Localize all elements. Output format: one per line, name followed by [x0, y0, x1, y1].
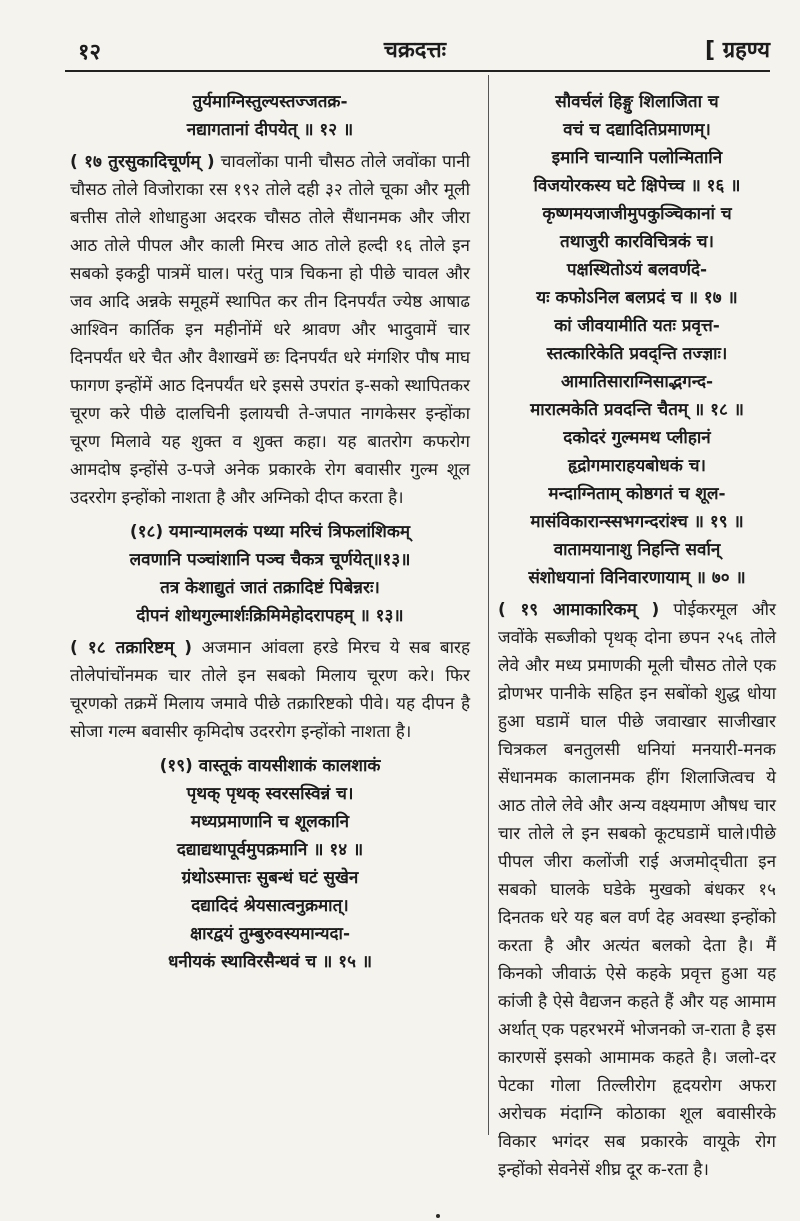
- verse-line: तथाजुरी कारविचित्रकं च।: [560, 232, 714, 252]
- header-rule: [65, 70, 770, 72]
- verse-line: तुर्यमाग्निस्तुल्यस्तज्जतक्र-: [192, 92, 348, 112]
- verse-line: दकोदरं गुल्ममथ प्लीहानं: [563, 428, 711, 448]
- commentary-paragraph: [498, 596, 776, 1184]
- verse-line: (१८) यमान्यामलकं पथ्या मरिचं त्रिफलांशिकम्: [129, 522, 411, 542]
- verse-line: वातामयानाशु निहन्ति सर्वान्: [553, 540, 721, 560]
- verse-line: हृद्रोगमाराहयबोधकं च।: [568, 456, 706, 476]
- page-number: १२: [78, 40, 101, 65]
- verse-line: नद्यागतानां दीपयेत् ॥ १२ ॥: [186, 120, 354, 140]
- verse-block: [70, 88, 470, 144]
- verse-line: दीपनं शोथगुल्मार्शःक्रिमिमेहोदरापहम् ॥ १३॥: [136, 606, 404, 626]
- verse-line: तत्र केशाद्युतं जातं तक्रादिष्टं पिबेन्नरः।: [160, 578, 380, 598]
- verse-line: विजयोरकस्य घटे क्षिपेच्च ॥ १६ ॥: [533, 176, 741, 196]
- verse-line: पक्षस्थितोऽयं बलवर्णदे-: [566, 260, 708, 280]
- page-header: [60, 28, 770, 68]
- right-column: [498, 88, 776, 1190]
- paragraph-label: ( १७ तुरसुकादिचूर्णम् ): [70, 152, 215, 172]
- verse-line: धनीयकं स्थाविरसैन्धवं च ॥ १५ ॥: [167, 952, 373, 972]
- paragraph-text: अजमान आंवला हरडे मिरच ये सब बारह तोलेपांचोंनमक चार तोले इन सबको मिलाय चूरण करे। फिर चूरणको तक्रमें मिलाय जमावे पीछे तक्रारिष्टको पीवे। यह दीपन है सोजा गल्म बवासीर कृमिदोष उदररोग इन्होंको नाशता है।: [70, 638, 471, 742]
- paragraph-text: पोईकरमूल और जवोंके सब्जीको पृथक् दोना छपन २५६ तोले लेवे और मध्य प्रमाणकी मूली चौसठ तोले एक द्रोणभर पानीके सहित इन सबोंको शुद्ध धोया हुआ घडामें घाल पीछे जवाखार साजीखार चित्रकल बनतुलसी धनियां मनयारी-मनक सेंधानमक कालानमक हींग शिलाजित्वच ये आठ तोले लेवे और अन्य वक्ष्यमाण औषध चार चार तोले ले इन सबको कूटघडामें घाले।पीछे पीपल जीरा कलोंजी राई अजमोद्‌चीता इन सबको घालके घडेके मुखको बंधकर १५ दिनतक धरे यह बल वर्ण देह अवस्था इन्होंको करता है और अत्यंत बलको देता है। मैं किनको जीवाऊं ऐसे कहके प्रवृत्त हुआ यह कांजी है ऐसे वैद्यजन कहते हैं और यह आमाम अर्थात् एक पहरभरमें भोजनको ज-राता है इस कारणसें इसको आमामक कहते है। जलो-दर पेटका गोला तिल्लीरोग हृदयरोग अफरा अरोचक मंदाग्नि कोठाका शूल बवासीरके विकार भगंदर सब प्रकारके वायूके रोग इन्होंको सेवनेसें शीघ्र दूर क-रता है।: [498, 600, 776, 1180]
- verse-line: लवणानि पञ्चांशानि पञ्च चैकत्र चूर्णयेत्॥१३॥: [129, 550, 411, 570]
- verse-line: कृष्णमयजाजीमुपकुञ्चिकानां च: [542, 204, 732, 224]
- verse-line: क्षारद्वयं तुम्बुरुवस्यमान्यदा-: [189, 924, 351, 944]
- verse-line: इमानि चान्यानि पलोन्मितानि: [551, 148, 723, 168]
- verse-line: स्तत्कारिकेति प्रवद्न्ति तज्ज्ञाः।: [546, 344, 728, 364]
- column-divider: [488, 75, 489, 1135]
- left-column: [70, 88, 470, 980]
- paragraph-label: ( १९ आमाकारिकम् ): [498, 600, 660, 620]
- verse-line: संशोधयानां विनिवारणायाम् ॥ ७० ॥: [528, 568, 746, 588]
- verse-line: वचं च दद्यादितिप्रमाणम्।: [563, 120, 711, 140]
- verse-line: मध्यप्रमाणानि च शूलकानि: [190, 812, 350, 832]
- paragraph-label: ( १८ तक्रारिष्टम् ): [70, 638, 193, 658]
- verse-line: मारात्मकेति प्रवदन्ति चैतम् ॥ १८ ॥: [530, 400, 744, 420]
- verse-line: मासंविकारान्स्सभगन्दरांश्च ॥ १९ ॥: [530, 512, 744, 532]
- verse-block: [498, 88, 776, 592]
- verse-line: ग्रंथोऽस्मात्तः सुबन्धं घटं सुखेन: [181, 868, 359, 888]
- verse-block: [70, 518, 470, 630]
- running-title: चक्रदत्तः: [383, 38, 447, 63]
- verse-line: पृथक् पृथक् स्वरसस्विन्नं च।: [186, 784, 354, 804]
- verse-line: मन्दाग्निताम् कोष्ठगतं च शूल-: [548, 484, 726, 504]
- verse-line: यः कफोऽनिल बलप्रदं च ॥ १७ ॥: [536, 288, 738, 308]
- section-title: [ ग्रहण्य: [704, 38, 770, 63]
- verse-line: सौवर्चलं हिङ्गु शिलाजिता च: [555, 92, 719, 112]
- commentary-paragraph: [70, 148, 470, 512]
- verse-line: (१९) वास्तूकं वायसीशाकं कालशाकं: [159, 756, 381, 776]
- verse-line: दद्याद्यथापूर्वमुपक्रमानि ॥ १४ ॥: [176, 840, 364, 860]
- verse-line: कां जीवयामीति यतः प्रवृत्त-: [554, 316, 720, 336]
- verse-block: [70, 752, 470, 976]
- verse-line: दद्यादिदं श्रेयसात्वनुक्रमात्।: [191, 896, 349, 916]
- verse-line: आमातिसाराग्निसाद्भगन्द-: [560, 372, 714, 392]
- commentary-paragraph: [70, 634, 470, 746]
- ink-spot: [436, 1214, 440, 1218]
- paragraph-text: चावलोंका पानी चौसठ तोले जवोंका पानी चौसठ तोले विजोराका रस १९२ तोले दही ३२ तोले चूका और मूली बत्तीस तोले शोधाहुआ अदरक चौसठ तोले सैंधानमक और जीरा आठ तोले पीपल और काली मिरच आठ तोले हल्दी १६ तोले इन सबको इकट्ठी पात्रमें घाल। परंतु पात्र चिकना हो पीछे चावल और जव आदि अन्नके समूहमें स्थापित कर तीन दिनपर्यंत ज्येष्ठ आषाढ आश्विन कार्तिक इन महीनोंमें धरे श्रावण और भादुवामें चार दिनपर्यंत धरे चैत और वैशाखमें छः दिनपर्यंत धरे मंगशिर पौष माघ फागण इन्होंमें आठ दिनपर्यंत धरे इससे उपरांत इ-सको स्थापितकर चूरण करे पीछे दालचिनी इलायची ते-जपात नागकेसर इन्होंका चूरण मिलावे यह शुक्त व शुक्त कहा। यह बातरोग कफरोग आमदोष इन्होंसे उ-पजे अनेक प्रकारके रोग बवासीर गुल्म शूल उदररोग इन्होंको नाशता है और अग्निको दीप्त करता है।: [70, 152, 470, 508]
